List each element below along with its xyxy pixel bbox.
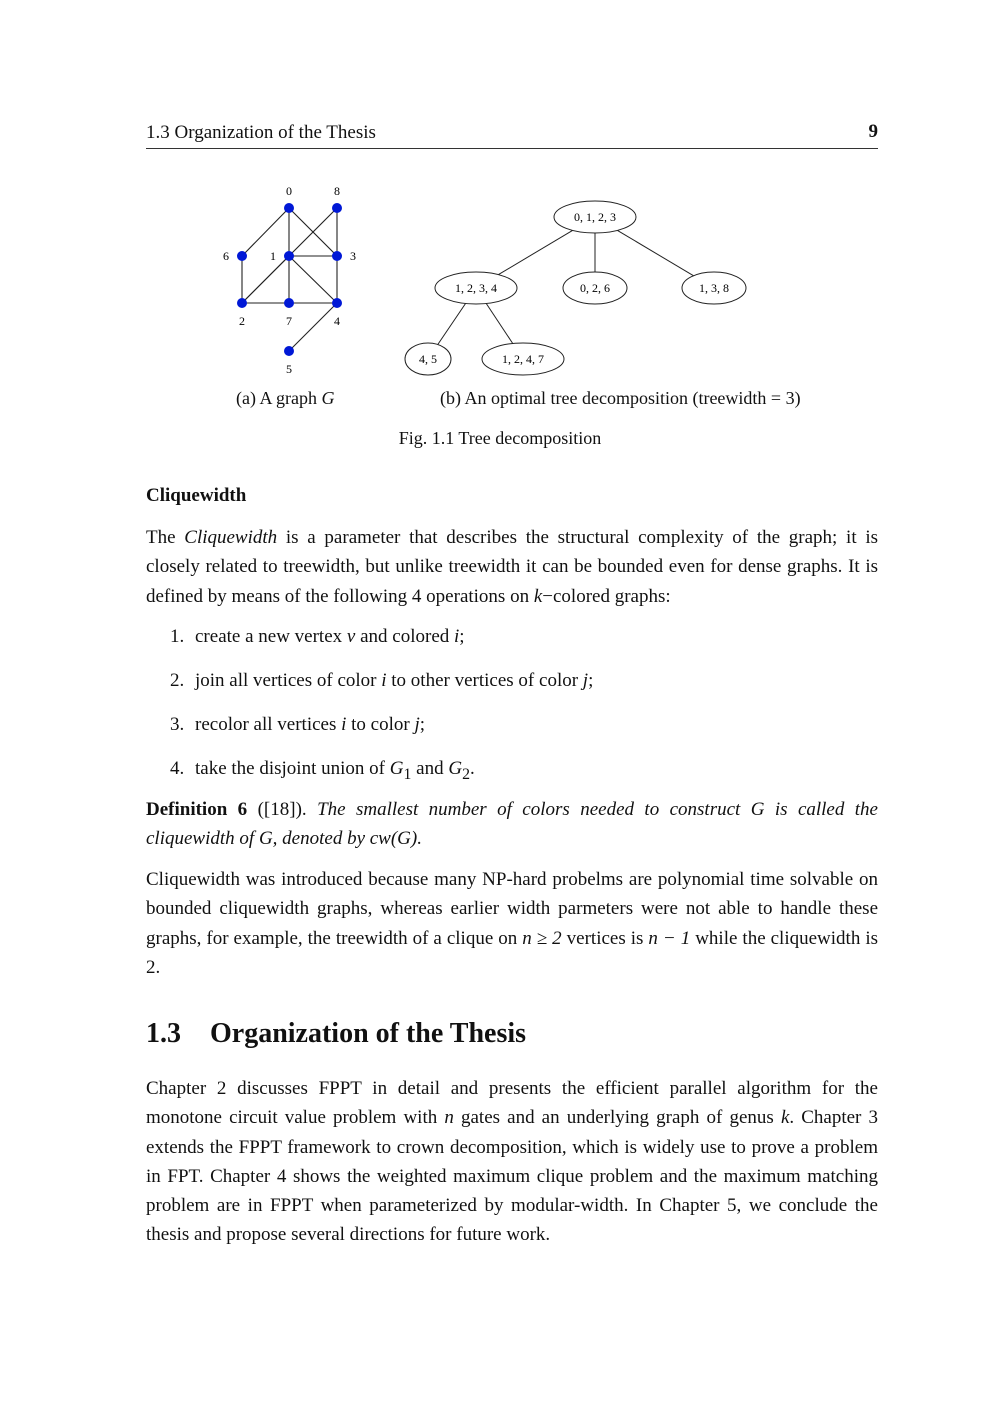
graph-vertex-label: 1 — [270, 249, 276, 263]
motivation-text: Cliquewidth was introduced because many NP-hard probelms are polynomial time solvable on bounded cliquewidth graphs, whereas earlier width parmeters were not able to handle these graphs, for example, the treewidth of a clique on — [146, 869, 878, 949]
graph-edge — [242, 208, 289, 256]
list-math: i — [381, 670, 387, 691]
operations-list — [170, 622, 870, 798]
figure-caption: Fig. 1.1 Tree decomposition — [398, 428, 602, 448]
tree-bag-label: 1, 2, 4, 7 — [502, 352, 544, 366]
figure-1-1 — [0, 170, 1000, 385]
caption-a — [236, 388, 334, 409]
organization-paragraph — [146, 1074, 878, 1250]
graph-edge — [289, 256, 337, 303]
definition-math: cw(G) — [369, 828, 418, 850]
motivation-text: while the cliquewidth is 2. — [146, 927, 878, 978]
intro-text-2: is a parameter that describes the structural complexity of the graph; it is closely related to treewidth, but unlike treewidth it can be bounded even for dense graphs. It is defined by means of the following 4 operations on — [146, 527, 878, 607]
list-number: 2. — [170, 670, 185, 691]
definition-6 — [146, 795, 878, 854]
list-text: join all vertices of color — [195, 670, 382, 691]
graph-vertex — [284, 203, 294, 213]
graph-vertex — [237, 298, 247, 308]
intro-text-1: The — [146, 527, 185, 548]
tree-edge — [498, 230, 572, 274]
tree-edge — [486, 303, 512, 343]
page-number: 9 — [868, 121, 878, 142]
motivation-text: vertices is — [561, 927, 649, 949]
graph-g — [223, 184, 356, 376]
graph-vertex — [332, 203, 342, 213]
definition-label: Definition 6 — [146, 799, 248, 820]
running-head-title: 1.3 Organization of the Thesis — [146, 122, 376, 143]
graph-vertex — [284, 251, 294, 261]
graph-vertex-label: 4 — [334, 314, 340, 328]
definition-text: The smallest number of colors needed to construct — [306, 799, 751, 820]
graph-vertex-label: 5 — [286, 362, 292, 376]
organization-text: . Chapter 3 extends the FPPT framework to crown decomposition, which is widely use to prove a problem in FPT. Chapter 4 shows the weighted maximum clique problem and the maximum matching problem are in FPPT when parameterized by modular-width. In Chapter 5, we conclude the thesis and propose several directions for future work. — [146, 1107, 879, 1246]
list-text: recolor all vertices — [195, 714, 342, 735]
caption-b: (b) An optimal tree decomposition (treewidth = 3) — [440, 388, 801, 408]
list-math: i — [454, 626, 460, 647]
graph-vertex — [332, 251, 342, 261]
tree-bag-label: 4, 5 — [419, 352, 437, 366]
definition-text: . — [417, 828, 422, 850]
caption-a-var: G — [321, 388, 335, 408]
cliquewidth-heading: Cliquewidth — [146, 485, 247, 506]
list-math: v — [346, 626, 356, 647]
list-math: j — [582, 670, 589, 691]
list-text: . — [469, 758, 475, 779]
intro-text-3: −colored graphs: — [542, 585, 671, 607]
section-heading — [146, 1018, 526, 1050]
graph-vertex-label: 3 — [350, 249, 356, 263]
list-text: ; — [419, 714, 426, 735]
intro-term: Cliquewidth — [184, 527, 278, 548]
list-math: j — [414, 714, 420, 735]
list-text: create a new vertex — [195, 626, 347, 647]
list-number: 4. — [170, 758, 185, 779]
tree-edge — [438, 303, 466, 344]
list-math: G — [389, 758, 404, 779]
tree-edge — [617, 230, 693, 275]
list-text: ; — [588, 670, 594, 691]
intro-k: k — [533, 585, 543, 607]
list-subscript: 1 — [403, 765, 412, 783]
list-item — [170, 622, 870, 666]
organization-text: gates and an underlying graph of genus — [453, 1107, 781, 1129]
graph-edge — [289, 303, 337, 351]
graph-vertex — [284, 346, 294, 356]
tree-bag-label: 1, 3, 8 — [699, 281, 729, 295]
definition-var: G — [750, 799, 765, 820]
graph-vertex-label: 0 — [286, 184, 292, 198]
graph-vertex — [237, 251, 247, 261]
tree-decomposition — [405, 201, 746, 375]
definition-text: is called the cliquewidth of — [146, 799, 878, 850]
list-text: and colored — [355, 626, 454, 647]
list-item — [170, 710, 870, 754]
list-text: to color — [346, 714, 415, 735]
organization-math: k — [780, 1107, 790, 1129]
definition-var: G — [258, 828, 273, 850]
section-title: Organization of the Thesis — [210, 1018, 527, 1049]
graph-edge — [242, 256, 289, 303]
list-subscript: 2 — [462, 765, 470, 783]
list-number: 1. — [170, 626, 185, 647]
section-number: 1.3 — [146, 1018, 181, 1049]
graph-vertex — [284, 298, 294, 308]
list-item — [170, 754, 870, 798]
list-text: take the disjoint union of — [195, 758, 390, 779]
graph-vertex-label: 8 — [334, 184, 340, 198]
definition-ref: ([18]). — [247, 799, 307, 820]
organization-math: n — [444, 1107, 454, 1129]
list-text: ; — [459, 626, 465, 647]
list-item — [170, 666, 870, 710]
graph-vertex-label: 2 — [239, 314, 245, 328]
running-head — [146, 120, 878, 149]
tree-bag-label: 1, 2, 3, 4 — [455, 281, 497, 295]
graph-vertex — [332, 298, 342, 308]
motivation-math: n ≥ 2 — [522, 927, 562, 949]
tree-bag-label: 0, 1, 2, 3 — [574, 210, 616, 224]
graph-vertex-label: 7 — [286, 314, 292, 328]
list-text: to other vertices of color — [386, 670, 583, 691]
list-text: and — [411, 758, 449, 779]
organization-text: Chapter 2 discusses FPPT in detail and presents the efficient parallel algorithm for the monotone circuit value problem with — [146, 1078, 878, 1129]
cliquewidth-intro — [146, 523, 878, 611]
caption-a-text: (a) A graph — [236, 388, 322, 408]
list-number: 3. — [170, 714, 185, 735]
cliquewidth-motivation — [146, 865, 878, 982]
graph-vertex-label: 6 — [223, 249, 229, 263]
tree-bag-label: 0, 2, 6 — [580, 281, 610, 295]
list-math: i — [341, 714, 347, 735]
motivation-math: n − 1 — [648, 927, 691, 949]
definition-text: , denoted by — [272, 828, 370, 850]
list-math: G — [448, 758, 463, 779]
